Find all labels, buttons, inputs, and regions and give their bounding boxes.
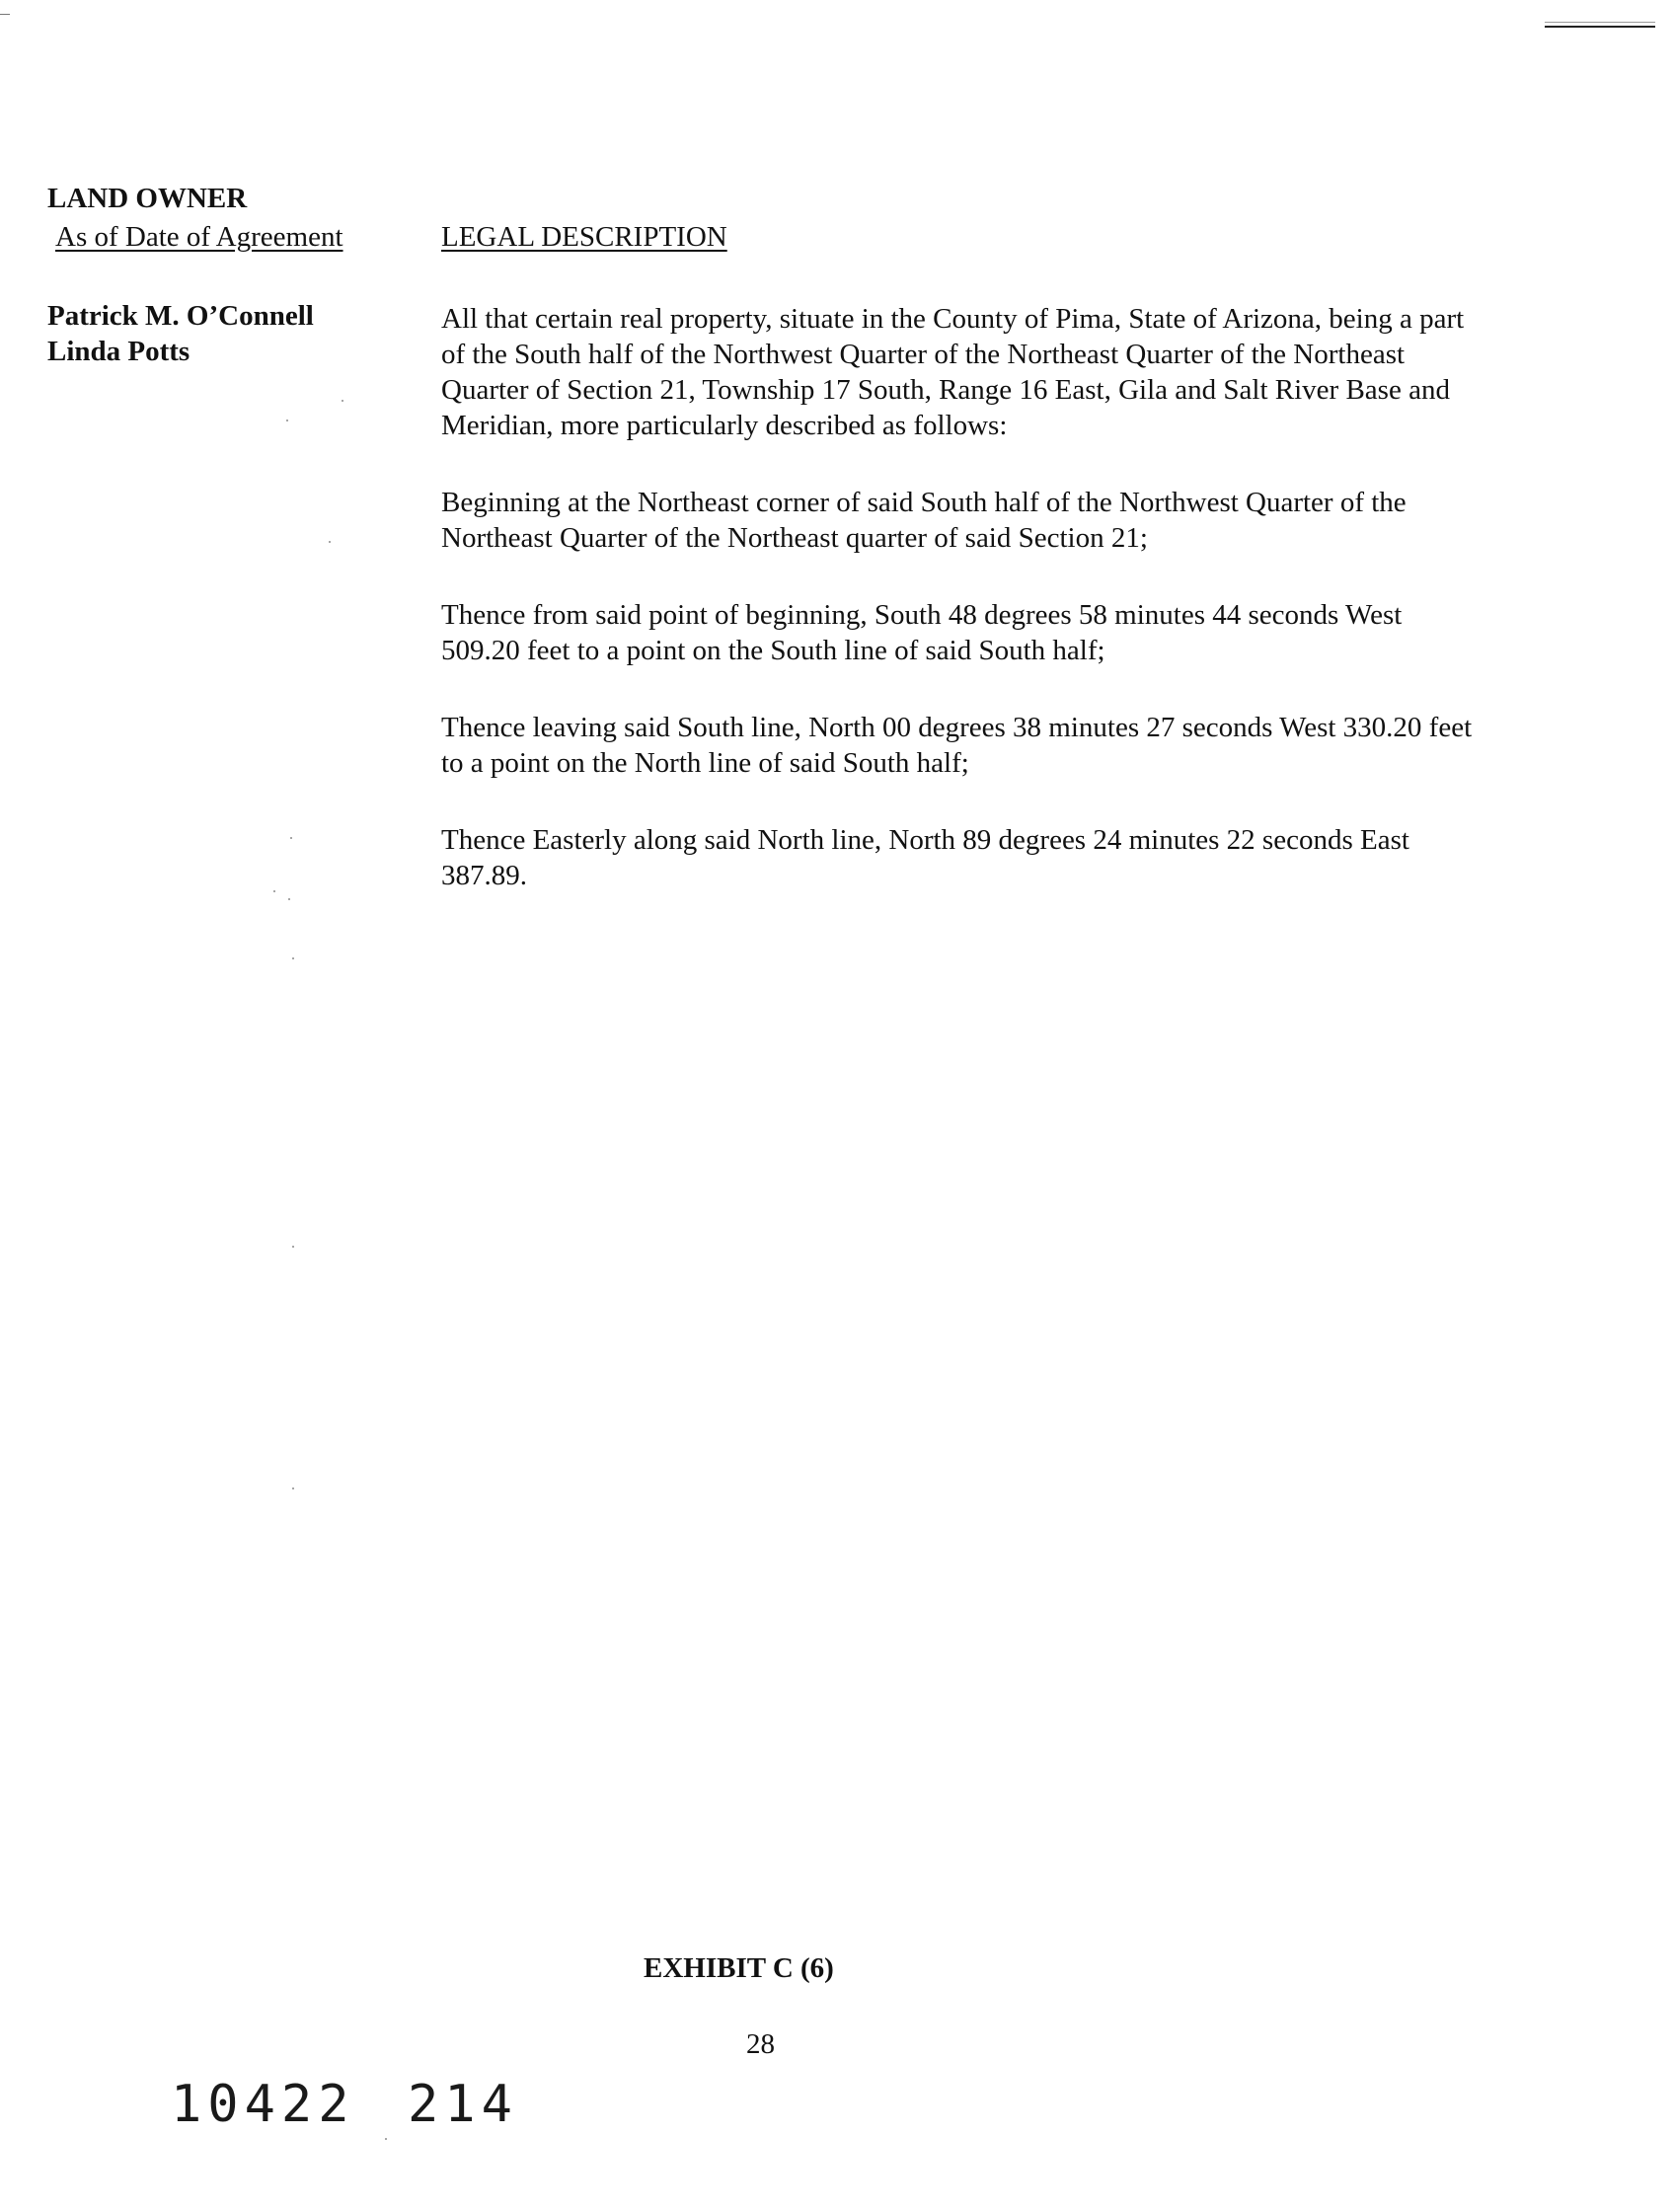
legal-paragraph: Thence from said point of beginning, South 48 degrees 58 minutes 44 seconds West 509.20 feet to a point on the South line of said South half; (441, 599, 1403, 666)
owner-names (47, 298, 314, 369)
scan-speck (342, 400, 343, 402)
scan-speck (290, 837, 292, 839)
legal-paragraph: Thence Easterly along said North line, North 89 degrees 24 minutes 22 seconds East 387.89. (441, 824, 1409, 891)
scan-speck (292, 1246, 294, 1248)
land-owner-heading: LAND OWNER (47, 183, 248, 214)
scan-speck (273, 890, 275, 892)
scan-speck (288, 898, 290, 900)
legal-paragraph: Beginning at the Northeast corner of said South half of the Northwest Quarter of the Northeast Quarter of the Northeast quarter of said Section 21; (441, 487, 1407, 554)
scan-mark-right (1545, 26, 1655, 28)
scan-speck (292, 1487, 294, 1489)
scan-speck (385, 2138, 387, 2140)
scan-speck (329, 541, 331, 543)
scan-mark-left (0, 14, 10, 15)
owner-date-subheading: As of Date of Agreement (55, 221, 343, 253)
recording-stamp-right: 214 (408, 2075, 518, 2134)
exhibit-label: EXHIBIT C (6) (644, 1952, 834, 1984)
scan-speck (286, 420, 288, 421)
legal-description-heading: LEGAL DESCRIPTION (441, 221, 727, 253)
page-number: 28 (746, 2028, 775, 2060)
recording-stamp-left: 10422 (171, 2075, 355, 2134)
owner-name: Patrick M. O’Connell (47, 300, 314, 332)
scan-speck (292, 957, 294, 959)
legal-description-body (441, 301, 1478, 935)
legal-paragraph: All that certain real property, situate in the County of Pima, State of Arizona, being a part of the South half of the Northwest Quarter of the Northeast Quarter of the Northeast Quarter of Section 21, Township 17 South, Range 16 East, Gila and Salt River Base and Meridian, more particularly described as follows: (441, 303, 1465, 441)
owner-name: Linda Potts (47, 336, 190, 367)
legal-paragraph: Thence leaving said South line, North 00 degrees 38 minutes 27 seconds West 330.20 feet to a point on the North line of said South half; (441, 712, 1473, 779)
